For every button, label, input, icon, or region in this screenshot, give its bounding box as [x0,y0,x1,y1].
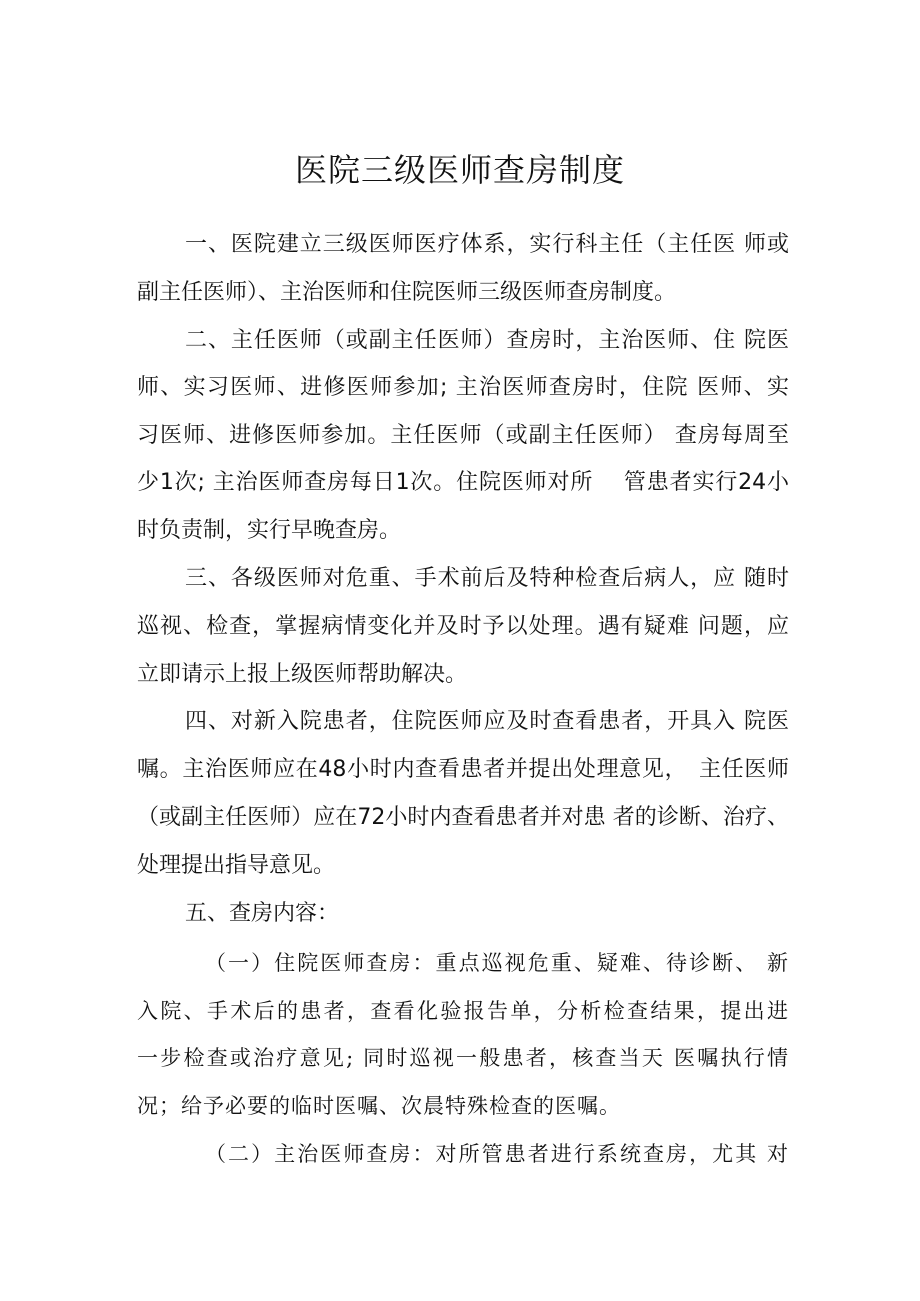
subsection-1-line-4: 况；给予必要的临时医嘱、次晨特殊检查的医嘱。 [137,1094,621,1118]
paragraph-2-line-3: 习医师、进修医师参加。主任医师（或副主任医师） 查房每周至 [137,423,789,448]
paragraph-3-line-1: 三、各级医师对危重、手术前后及特种检查后病人，应 随时 [185,566,789,591]
paragraph-4-line-4: 处理提出指导意见。 [137,853,336,878]
subsection-1-line-2: 入院、手术后的患者，查看化验报告单，分析检查结果，提出进 [137,999,789,1023]
paragraph-1-line-2: 副主任医师）、主治医师和住院医师三级医师查房制度。 [137,280,677,305]
paragraph-1-line-1: 一、医院建立三级医师医疗体系，实行科主任（主任医 师或 [185,232,789,257]
paragraph-2-line-2: 师、实习医师、进修医师参加; 主治医师查房时，住院 医师、实 [137,375,789,400]
paragraph-3-line-3: 立即请示上报上级医师帮助解决。 [137,662,468,687]
subsection-1-line-3: 一步检查或治疗意见; 同时巡视一般患者，核查当天 医嘱执行情 [137,1046,789,1070]
paragraph-2-line-4: 少1次; 主治医师查房每日1次。住院医师对所 管患者实行24小 [137,470,789,495]
section-5-heading: 五、查房内容： [185,901,340,926]
paragraph-3-line-2: 巡视、检查，掌握病情变化并及时予以处理。遇有疑难 问题，应 [137,614,789,639]
document-title: 医院三级医师查房制度 [294,151,625,189]
paragraph-4-line-1: 四、对新入院患者，住院医师应及时查看患者，开具入 院医 [185,709,789,734]
paragraph-2-line-1: 二、主任医师（或副主任医师）查房时，主治医师、住 院医 [185,328,789,353]
paragraph-4-line-3: （或副主任医师）应在72小时内查看患者并对患 者的诊断、治疗、 [137,805,789,830]
subsection-2-line-1: （二）主治医师查房：对所管患者进行系统查房，尤其 对 [205,1142,789,1166]
paragraph-4-line-2: 嘱。主治医师应在48小时内查看患者并提出处理意见， 主任医师 [137,757,789,782]
paragraph-2-line-5: 时负责制，实行早晚查房。 [137,518,402,543]
subsection-1-line-1: （一）住院医师查房：重点巡视危重、疑难、待诊断、 新 [205,951,789,975]
